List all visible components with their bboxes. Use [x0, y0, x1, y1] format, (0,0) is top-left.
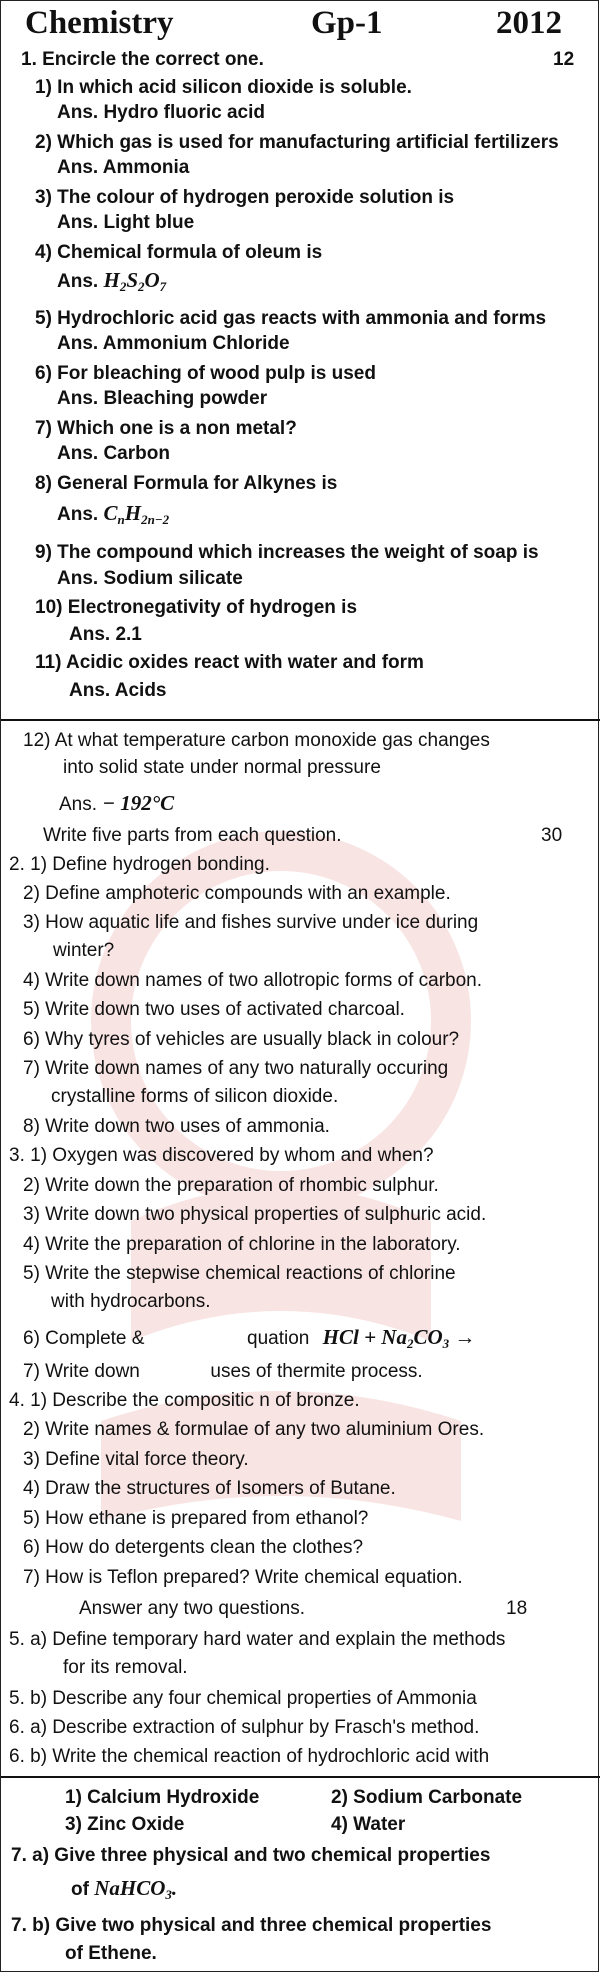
mcq-question: 2) Which gas is used for manufacturing artificial fertilizers — [35, 132, 559, 153]
mcq-question: 8) General Formula for Alkynes is — [35, 473, 338, 494]
mcq-answer: Ans. Carbon — [57, 443, 170, 464]
long-question: 6. b) Write the chemical reaction of hydrochloric acid with — [9, 1746, 490, 1767]
mcq-answer: Ans. Hydro fluoric acid — [57, 102, 265, 123]
mcq-answer: Ans. $H_2S_2O_7$ — [57, 268, 167, 294]
short-question: 4. 1) Describe the compositic n of bronze. — [9, 1390, 360, 1411]
section1-title: 1. Encircle the correct one. — [21, 49, 264, 70]
mcq-question: 4) Chemical formula of oleum is — [35, 242, 323, 263]
short-question: 5) How ethane is prepared from ethanol? — [23, 1508, 369, 1529]
long-question: 7. b) Give two physical and three chemical properties — [11, 1915, 492, 1936]
co-solid-temperature: − 192°C — [102, 791, 175, 815]
exam-year: 2012 — [496, 5, 562, 41]
long-questions-marks: 18 — [506, 1598, 528, 1619]
long-question-cont: of Ethene. — [65, 1943, 157, 1964]
mcq-question: 10) Electronegativity of hydrogen is — [35, 597, 358, 618]
mcq-question: 9) The compound which increases the weight of soap is — [35, 542, 539, 563]
short-question: 5) Write the stepwise chemical reactions of chlorine — [23, 1263, 456, 1284]
mcq-answer: Ans. Acids — [69, 680, 167, 701]
long-question: 7. a) Give three physical and two chemical properties — [11, 1845, 491, 1866]
short-question: 3. 1) Oxygen was discovered by whom and when? — [9, 1145, 434, 1166]
alkyne-formula: $C_nH_{2n-2}$ — [103, 501, 170, 527]
short-question: 6) How do detergents clean the clothes? — [23, 1537, 364, 1558]
mcq-question: 1) In which acid silicon dioxide is soluble. — [35, 77, 412, 98]
mcq-question: 3) The colour of hydrogen peroxide solution is — [35, 187, 455, 208]
short-question: 2) Define amphoteric compounds with an example. — [23, 883, 451, 904]
mcq-answer: Ans. − 192°C — [59, 791, 175, 815]
mcq-answer: Ans. Sodium silicate — [57, 568, 243, 589]
oleum-formula: $H_2S_2O_7$ — [103, 268, 167, 294]
mcq-answer: Ans. Ammonia — [57, 157, 190, 178]
short-question: 3) Write down two physical properties of sulphuric acid. — [23, 1204, 487, 1225]
exam-header — [1, 1, 600, 47]
mcq-answer: Ans. Ammonium Chloride — [57, 333, 290, 354]
short-question-cont: crystalline forms of silicon dioxide. — [51, 1086, 339, 1107]
short-question: 3) How aquatic life and fishes survive under ice during — [23, 912, 479, 933]
long-question: 5. b) Describe any four chemical properties of Ammonia — [9, 1688, 477, 1709]
section1-marks: 12 — [553, 49, 575, 70]
reaction-option: 1) Calcium Hydroxide — [65, 1787, 260, 1808]
short-question: 5) Write down two uses of activated charcoal. — [23, 999, 405, 1020]
mcq-question: 7) Which one is a non metal? — [35, 418, 297, 439]
short-question: 8) Write down two uses of ammonia. — [23, 1116, 330, 1137]
short-question: 2) Write down the preparation of rhombic sulphur. — [23, 1175, 439, 1196]
section-divider — [1, 719, 600, 721]
mcq-question-cont: into solid state under normal pressure — [63, 757, 381, 778]
hcl-sodium-carbonate-equation: HCl + $Na_2CO_3$ → — [322, 1325, 476, 1351]
long-question: 5. a) Define temporary hard water and explain the methods — [9, 1629, 506, 1650]
subject-title: Chemistry — [25, 5, 174, 41]
mcq-answer: Ans. $C_nH_{2n-2}$ — [57, 501, 170, 527]
group-label: Gp-1 — [311, 5, 383, 41]
short-questions-instruction: Write five parts from each question. — [43, 825, 342, 846]
short-question: 6) Complete & quation HCl + $Na_2CO_3$ → — [23, 1325, 476, 1351]
reaction-option: 4) Water — [331, 1814, 406, 1835]
short-question: 2) Write names & formulae of any two aluminium Ores. — [23, 1419, 485, 1440]
long-question: 6. a) Describe extraction of sulphur by Frasch's method. — [9, 1717, 480, 1738]
mcq-question: 6) For bleaching of wood pulp is used — [35, 363, 376, 384]
short-question: 7) Write down names of any two naturally occuring — [23, 1058, 449, 1079]
short-question: 7) How is Teflon prepared? Write chemical equation. — [23, 1567, 463, 1588]
mcq-question: 5) Hydrochloric acid gas reacts with ammonia and forms — [35, 308, 547, 329]
sodium-bicarbonate-formula: NaHCO$_3$. — [94, 1876, 178, 1902]
short-question-cont: with hydrocarbons. — [51, 1291, 211, 1312]
short-question: 2. 1) Define hydrogen bonding. — [9, 854, 270, 875]
short-question: 4) Write the preparation of chlorine in the laboratory. — [23, 1234, 461, 1255]
long-questions-instruction: Answer any two questions. — [79, 1598, 306, 1619]
reaction-option: 3) Zinc Oxide — [65, 1814, 185, 1835]
mcq-answer: Ans. 2.1 — [69, 624, 142, 645]
section-divider — [1, 1776, 600, 1778]
mcq-answer: Ans. Light blue — [57, 212, 195, 233]
reaction-option: 2) Sodium Carbonate — [331, 1787, 523, 1808]
short-question-cont: winter? — [53, 940, 115, 961]
mcq-answer: Ans. Bleaching powder — [57, 388, 268, 409]
mcq-question: 11) Acidic oxides react with water and form — [35, 652, 424, 673]
mcq-question: 12) At what temperature carbon monoxide gas changes — [23, 730, 490, 751]
short-question: 4) Draw the structures of Isomers of Butane. — [23, 1478, 396, 1499]
long-question-cont: for its removal. — [63, 1657, 188, 1678]
short-question: 7) Write down uses of thermite process. — [23, 1361, 423, 1382]
long-question-cont: of NaHCO$_3$. — [71, 1876, 178, 1902]
short-question: 3) Define vital force theory. — [23, 1449, 249, 1470]
short-question: 6) Why tyres of vehicles are usually black in colour? — [23, 1029, 460, 1050]
short-question: 4) Write down names of two allotropic forms of carbon. — [23, 970, 483, 991]
short-questions-marks: 30 — [541, 825, 563, 846]
